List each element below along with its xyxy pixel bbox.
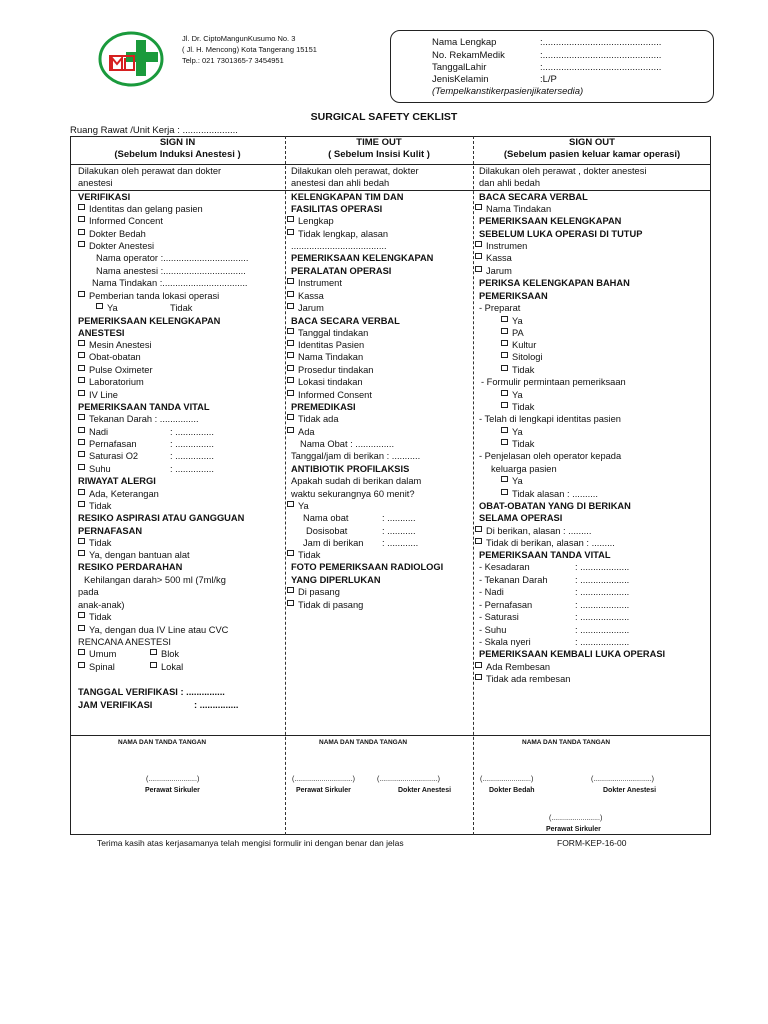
- sign-in-note: anestesi: [78, 178, 113, 188]
- section-heading: BACA SECARA VERBAL: [479, 192, 588, 202]
- checklist-item[interactable]: Dokter Bedah: [78, 228, 146, 240]
- checkbox[interactable]: [287, 291, 294, 297]
- checkbox[interactable]: [475, 253, 482, 259]
- checkbox[interactable]: [287, 365, 294, 371]
- checklist-item[interactable]: Tidak: [501, 438, 534, 450]
- checkbox[interactable]: [475, 266, 482, 272]
- section-heading: PEMERIKSAAN KELENGKAPAN: [291, 253, 434, 263]
- value-field[interactable]: : ...................: [575, 612, 630, 622]
- checklist-item[interactable]: Identitas Pasien: [287, 339, 364, 351]
- checkbox[interactable]: [78, 538, 85, 544]
- question-text: waktu sekurangnya 60 menit?: [291, 489, 415, 499]
- checklist-item[interactable]: Instrumen: [475, 240, 527, 252]
- checkbox[interactable]: [78, 291, 85, 297]
- checklist-item[interactable]: Di pasang: [287, 586, 340, 598]
- checkbox[interactable]: [287, 390, 294, 396]
- checkbox[interactable]: [501, 390, 508, 396]
- gender-label: JenisKelamin: [432, 74, 489, 85]
- hospital-cross-logo-icon: [98, 30, 166, 88]
- signature-line[interactable]: (..............................): [292, 776, 356, 783]
- time-out-title: TIME OUT: [356, 137, 402, 148]
- checklist-item[interactable]: Spinal: [78, 661, 115, 673]
- section-heading: PEMERIKSAAN KEMBALI LUKA OPERASI: [479, 649, 666, 659]
- checkbox[interactable]: [475, 538, 482, 544]
- signature-line[interactable]: (..............................): [377, 776, 441, 783]
- field-label: - Suhu: [479, 625, 507, 635]
- checklist-item[interactable]: Tidak ada: [287, 413, 338, 425]
- checklist-item[interactable]: Instrument: [287, 277, 342, 289]
- address-line-1: Jl. Dr. CiptoMangunKusumo No. 3: [182, 34, 296, 43]
- checkbox[interactable]: [287, 229, 294, 235]
- checkbox[interactable]: [287, 587, 294, 593]
- checkbox[interactable]: [501, 489, 508, 495]
- value-field[interactable]: : ...................: [575, 600, 630, 610]
- checklist-item[interactable]: Ada: [287, 426, 315, 438]
- checkbox[interactable]: [78, 204, 85, 210]
- sign-in-note: Dilakukan oleh perawat dan dokter: [78, 166, 222, 176]
- checkbox[interactable]: [78, 649, 85, 655]
- birth-date-field[interactable]: :.............................................: [540, 62, 662, 73]
- checklist-item[interactable]: Kultur: [501, 339, 536, 351]
- time-out-note: Dilakukan oleh perawat, dokter: [291, 166, 419, 176]
- verification-time-label: JAM VERIFIKASI: [78, 700, 153, 710]
- patient-name-field[interactable]: :.............................................: [540, 37, 662, 48]
- checklist-item[interactable]: Tidak: [287, 549, 320, 561]
- field-label: Nama obat: [303, 513, 349, 523]
- section-heading: BACA SECARA VERBAL: [291, 316, 400, 326]
- checklist-item[interactable]: Nama Tindakan: [287, 351, 363, 363]
- checklist-item[interactable]: Kassa: [475, 252, 512, 264]
- checklist-item[interactable]: Pemberian tanda lokasi operasi: [78, 290, 219, 302]
- checklist-item[interactable]: Lengkap: [287, 215, 334, 227]
- checklist-item[interactable]: Ya, dengan dua IV Line atau CVC: [78, 624, 228, 636]
- section-heading: PERALATAN OPERASI: [291, 266, 392, 276]
- signature-line[interactable]: (.........................): [549, 815, 603, 822]
- signer-role: Dokter Bedah: [489, 787, 535, 794]
- checkbox[interactable]: [287, 278, 294, 284]
- checklist-item[interactable]: Dokter Anestesi: [78, 240, 154, 252]
- checkbox[interactable]: [501, 328, 508, 334]
- value-field[interactable]: : ...................: [575, 625, 630, 635]
- given-datetime-field[interactable]: Tanggal/jam di berikan : ...........: [291, 451, 421, 461]
- checklist-item[interactable]: Tidak: [78, 611, 111, 623]
- checklist-item[interactable]: Obat-obatan: [78, 351, 141, 363]
- footer-thanks: Terima kasih atas kerjasamanya telah mengisi formulir ini dengan benar dan jelas: [97, 838, 404, 848]
- field-label: - Tekanan Darah: [479, 575, 548, 585]
- checklist-item[interactable]: Ada Rembesan: [475, 661, 550, 673]
- checkbox[interactable]: [78, 501, 85, 507]
- item-text: - Telah di lengkapi identitas pasien: [479, 414, 621, 424]
- checkbox[interactable]: [78, 216, 85, 222]
- signature-line[interactable]: (.........................): [480, 776, 534, 783]
- checklist-item[interactable]: Pulse Oximeter: [78, 364, 153, 376]
- checklist-item[interactable]: Tanggal tindakan: [287, 327, 368, 339]
- section-heading: RIWAYAT ALERGI: [78, 476, 156, 486]
- section-heading: PEMERIKSAAN: [479, 291, 548, 301]
- checkbox[interactable]: [78, 352, 85, 358]
- signer-role: Perawat Sirkuler: [145, 787, 200, 794]
- patient-name-label: Nama Lengkap: [432, 37, 497, 48]
- value-field[interactable]: : ...................: [575, 562, 630, 572]
- field-label: - Nadi: [479, 587, 504, 597]
- checklist-item[interactable]: Laboratorium: [78, 376, 144, 388]
- option-label: Tidak: [170, 303, 193, 313]
- checklist-item[interactable]: Ya: [96, 302, 118, 314]
- signature-line[interactable]: (.........................): [146, 776, 200, 783]
- signature-header: NAMA DAN TANDA TANGAN: [522, 739, 611, 746]
- medical-record-field[interactable]: :.............................................: [540, 50, 662, 61]
- section-heading: FOTO PEMERIKSAAN RADIOLOGI: [291, 562, 444, 572]
- sign-out-title: SIGN OUT: [569, 137, 615, 148]
- value-field[interactable]: : ...................: [575, 587, 630, 597]
- checkbox[interactable]: [78, 451, 85, 457]
- checkbox[interactable]: [78, 427, 85, 433]
- checklist-item[interactable]: Ya: [501, 389, 523, 401]
- value-field[interactable]: : ...................: [575, 637, 630, 647]
- value-field[interactable]: : ...........: [382, 513, 416, 523]
- section-heading: PREMEDIKASI: [291, 402, 356, 412]
- item-text: - Formulir permintaan pemeriksaan: [481, 377, 626, 387]
- sticker-note: (Tempelkanstikerpasienjikatersedia): [432, 86, 584, 97]
- row-divider: [70, 735, 711, 736]
- checkbox[interactable]: [78, 340, 85, 346]
- row-divider: [70, 164, 711, 165]
- field-label: - Pernafasan: [479, 600, 533, 610]
- time-out-subtitle: ( Sebelum Insisi Kulit ): [328, 149, 430, 160]
- drug-name-field[interactable]: Nama Obat : ...............: [300, 439, 395, 449]
- checkbox[interactable]: [287, 377, 294, 383]
- checklist-item[interactable]: Tidak ada rembesan: [475, 673, 570, 685]
- checkbox[interactable]: [501, 476, 508, 482]
- checkbox[interactable]: [287, 550, 294, 556]
- checkbox[interactable]: [78, 550, 85, 556]
- field-label: - Saturasi: [479, 612, 519, 622]
- checklist-item[interactable]: Informed Concent: [78, 215, 163, 227]
- checklist-item[interactable]: Tidak alasan : ..........: [501, 488, 598, 500]
- checkbox[interactable]: [150, 649, 157, 655]
- checklist-item[interactable]: Ya, dengan bantuan alat: [78, 549, 190, 561]
- checkbox[interactable]: [78, 229, 85, 235]
- checklist-item[interactable]: Tidak lengkap, alasan: [287, 228, 388, 240]
- field-label: Dosisobat: [306, 526, 348, 536]
- section-heading: RESIKO PERDARAHAN: [78, 562, 183, 572]
- checklist-item[interactable]: Ya: [287, 500, 309, 512]
- item-text: Kehilangan darah> 500 ml (7ml/kg: [84, 575, 226, 585]
- checkbox[interactable]: [78, 365, 85, 371]
- checkbox[interactable]: [78, 489, 85, 495]
- checklist-item[interactable]: Blok: [150, 648, 179, 660]
- checklist-item[interactable]: Tidak: [501, 401, 534, 413]
- checklist-item[interactable]: Prosedur tindakan: [287, 364, 373, 376]
- checkbox[interactable]: [287, 427, 294, 433]
- sign-out-note: dan ahli bedah: [479, 178, 541, 188]
- procedure-name-field[interactable]: Nama Tindakan :.................................: [92, 278, 248, 288]
- checklist-item[interactable]: Saturasi O2: [78, 450, 138, 462]
- checkbox[interactable]: [78, 377, 85, 383]
- medical-record-label: No. RekamMedik: [432, 50, 505, 61]
- anesthetist-name-field[interactable]: Nama anestesi :................................: [96, 266, 246, 276]
- checklist-item[interactable]: Suhu: [78, 463, 111, 475]
- checkbox[interactable]: [96, 303, 103, 309]
- address-line-2: ( Jl. H. Mencong) Kota Tangerang 15151: [182, 45, 317, 54]
- column-divider: [285, 136, 286, 835]
- checkbox[interactable]: [501, 365, 508, 371]
- sign-in-title: SIGN IN: [159, 137, 196, 148]
- checkbox[interactable]: [287, 501, 294, 507]
- checklist-item[interactable]: Nadi: [78, 426, 108, 438]
- checkbox[interactable]: [501, 352, 508, 358]
- section-heading: PEMERIKSAAN TANDA VITAL: [479, 550, 611, 560]
- sign-out-note: Dilakukan oleh perawat , dokter anestesi: [479, 166, 647, 176]
- value-field[interactable]: : ...............: [170, 439, 214, 449]
- item-text: anak-anak): [78, 600, 125, 610]
- section-heading: YANG DIPERLUKAN: [291, 575, 381, 585]
- checkbox[interactable]: [287, 600, 294, 606]
- item-text: pada: [78, 587, 99, 597]
- checkbox[interactable]: [287, 340, 294, 346]
- column-divider: [473, 136, 474, 835]
- field-label: Jam di berikan: [303, 538, 364, 548]
- checklist-item[interactable]: Informed Consent: [287, 389, 372, 401]
- checklist-item[interactable]: Di berikan, alasan : .........: [475, 525, 591, 537]
- section-heading: PERNAFASAN: [78, 526, 143, 536]
- checklist-item[interactable]: Sitologi: [501, 351, 543, 363]
- checklist-item[interactable]: Kassa: [287, 290, 324, 302]
- checkbox[interactable]: [150, 662, 157, 668]
- checklist-item[interactable]: Jarum: [475, 265, 512, 277]
- checkbox[interactable]: [287, 328, 294, 334]
- form-code: FORM-KEP-16-00: [557, 838, 627, 848]
- checklist-item[interactable]: Tidak di berikan, alasan : .........: [475, 537, 615, 549]
- section-heading: PERIKSA KELENGKAPAN BAHAN: [479, 278, 630, 288]
- checklist-item[interactable]: Tidak: [78, 537, 111, 549]
- checkbox[interactable]: [501, 402, 508, 408]
- time-out-note: anestesi dan ahli bedah: [291, 178, 390, 188]
- item-text: - Penjelasan oleh operator kepada: [479, 451, 622, 461]
- checkbox[interactable]: [501, 316, 508, 322]
- checkbox[interactable]: [287, 352, 294, 358]
- value-field[interactable]: : ...........: [382, 526, 416, 536]
- checklist-item[interactable]: IV Line: [78, 389, 118, 401]
- checklist-item[interactable]: Ada, Keterangan: [78, 488, 159, 500]
- signer-role: Perawat Sirkuler: [546, 826, 601, 833]
- gender-field[interactable]: :L/P: [540, 74, 557, 85]
- checklist-item[interactable]: Tidak: [501, 364, 534, 376]
- verification-date-field[interactable]: TANGGAL VERIFIKASI : ...............: [78, 687, 225, 697]
- checklist-item[interactable]: Tidak: [78, 500, 111, 512]
- signer-role: Dokter Anestesi: [603, 787, 657, 794]
- value-field[interactable]: : ...............: [170, 451, 214, 461]
- checkbox[interactable]: [475, 204, 482, 210]
- checkbox[interactable]: [475, 526, 482, 532]
- checklist-item[interactable]: PA: [501, 327, 524, 339]
- checklist-item[interactable]: Pernafasan: [78, 438, 137, 450]
- checklist-item[interactable]: Nama Tindakan: [475, 203, 551, 215]
- checklist-item[interactable]: Umum: [78, 648, 116, 660]
- checkbox[interactable]: [78, 662, 85, 668]
- section-heading: OBAT-OBATAN YANG DI BERIKAN: [479, 501, 631, 511]
- checkbox[interactable]: [287, 303, 294, 309]
- checkbox[interactable]: [78, 464, 85, 470]
- section-heading: PEMERIKSAAN TANDA VITAL: [78, 402, 210, 412]
- signature-header: NAMA DAN TANDA TANGAN: [319, 739, 408, 746]
- field-label: - Skala nyeri: [479, 637, 531, 647]
- checkbox[interactable]: [475, 241, 482, 247]
- checkbox[interactable]: [78, 390, 85, 396]
- unit-field[interactable]: Ruang Rawat /Unit Kerja : .....................: [70, 125, 238, 136]
- signer-role: Dokter Anestesi: [398, 787, 452, 794]
- section-heading: KELENGKAPAN TIM DAN: [291, 192, 404, 202]
- verification-time-field[interactable]: : ...............: [194, 700, 239, 710]
- verifikasi-heading: VERIFIKASI: [78, 192, 131, 202]
- checklist-item[interactable]: Mesin Anestesi: [78, 339, 152, 351]
- section-heading: PEMERIKSAAN KELENGKAPAN: [479, 216, 622, 226]
- operator-name-field[interactable]: Nama operator :.................................: [96, 253, 249, 263]
- checkbox[interactable]: [78, 414, 85, 420]
- item-text: - Preparat: [479, 303, 521, 313]
- checkbox[interactable]: [78, 241, 85, 247]
- checkbox[interactable]: [287, 414, 294, 420]
- section-heading: PEMERIKSAAN KELENGKAPAN: [78, 316, 221, 326]
- checklist-item[interactable]: Identitas dan gelang pasien: [78, 203, 203, 215]
- field-label: - Kesadaran: [479, 562, 530, 572]
- section-heading: ANTIBIOTIK PROFILAKSIS: [291, 464, 410, 474]
- checkbox[interactable]: [475, 674, 482, 680]
- value-field[interactable]: : ...............: [170, 427, 214, 437]
- question-text: Apakah sudah di berikan dalam: [291, 476, 422, 486]
- value-field[interactable]: : ............: [382, 538, 419, 548]
- section-heading: ANESTESI: [78, 328, 125, 338]
- checkbox[interactable]: [475, 662, 482, 668]
- checkbox[interactable]: [501, 439, 508, 445]
- checkbox[interactable]: [78, 612, 85, 618]
- checklist-item[interactable]: Ya: [501, 475, 523, 487]
- item-text: keluarga pasien: [491, 464, 557, 474]
- section-heading: FASILITAS OPERASI: [291, 204, 383, 214]
- checklist-item[interactable]: Tekanan Darah : ...............: [78, 413, 199, 425]
- value-field[interactable]: : ...............: [170, 464, 214, 474]
- checkbox[interactable]: [78, 625, 85, 631]
- checkbox[interactable]: [287, 216, 294, 222]
- signature-header: NAMA DAN TANDA TANGAN: [118, 739, 207, 746]
- sign-in-subtitle: (Sebelum Induksi Anestesi ): [114, 149, 241, 160]
- checklist-item[interactable]: Ya: [501, 315, 523, 327]
- section-heading: SELAMA OPERASI: [479, 513, 563, 523]
- signature-line[interactable]: (..............................): [591, 776, 655, 783]
- section-heading: RESIKO ASPIRASI ATAU GANGGUAN: [78, 513, 245, 523]
- birth-date-label: TanggalLahir: [432, 62, 487, 73]
- checklist-item[interactable]: Lokal: [150, 661, 183, 673]
- phone-line: Telp.: 021 7301365-7 3454951: [182, 56, 284, 65]
- form-title: SURGICAL SAFETY CEKLIST: [310, 111, 458, 123]
- checklist-item[interactable]: Jarum: [287, 302, 324, 314]
- sign-out-subtitle: (Sebelum pasien keluar kamar operasi): [503, 149, 681, 160]
- checklist-item[interactable]: Lokasi tindakan: [287, 376, 363, 388]
- value-field[interactable]: : ...................: [575, 575, 630, 585]
- checkbox[interactable]: [501, 427, 508, 433]
- section-heading: RENCANA ANESTESI: [78, 637, 171, 647]
- checkbox[interactable]: [501, 340, 508, 346]
- checklist-item[interactable]: Tidak di pasang: [287, 599, 363, 611]
- section-heading: SEBELUM LUKA OPERASI DI TUTUP: [479, 229, 643, 239]
- reason-field[interactable]: .....................................: [291, 241, 387, 251]
- signer-role: Perawat Sirkuler: [296, 787, 351, 794]
- checklist-item[interactable]: Ya: [501, 426, 523, 438]
- checkbox[interactable]: [78, 439, 85, 445]
